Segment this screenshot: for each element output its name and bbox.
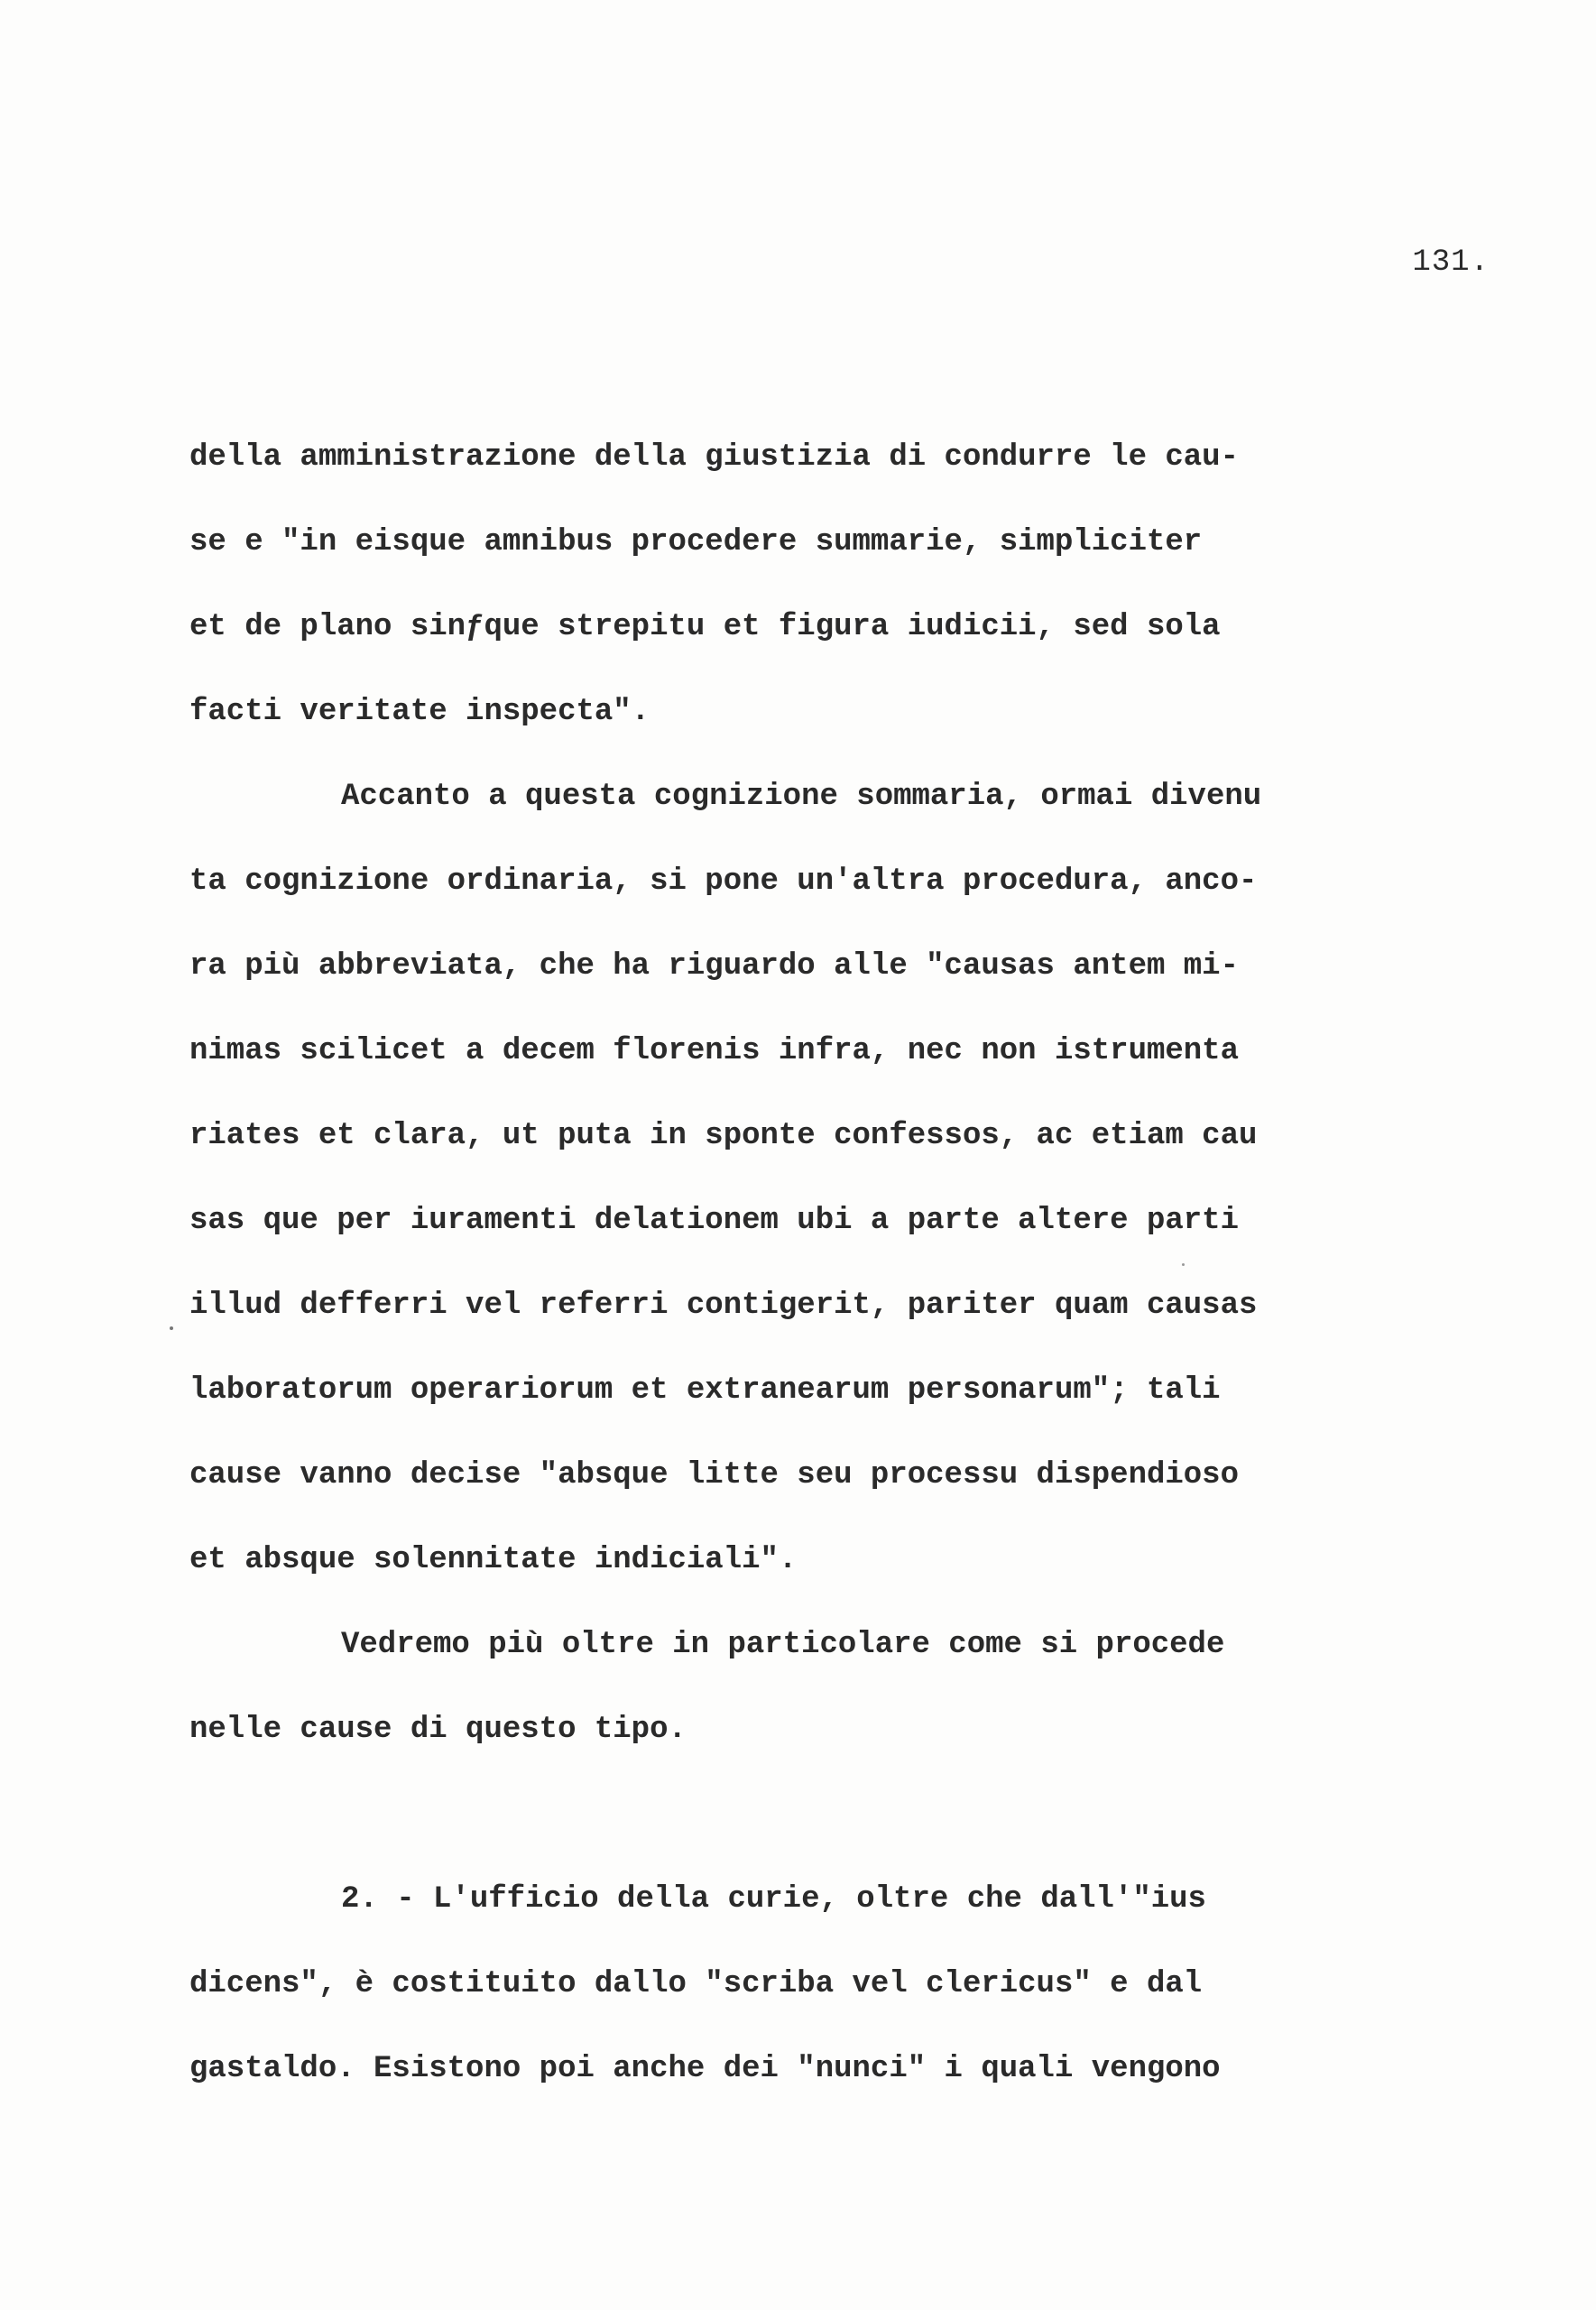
text-line: riates et clara, ut puta in sponte confessos, ac etiam cau (189, 1119, 1258, 1153)
text-line: gastaldo. Esistono poi anche dei "nunci" i quali vengono (189, 2052, 1221, 2086)
ink-speck (170, 1326, 173, 1330)
text-line: dicens", è costituito dallo "scriba vel clericus" e dal (189, 1967, 1203, 2001)
text-line: ra più abbreviata, che ha riguardo alle "causas antem mi- (189, 949, 1239, 984)
text-line: et de plano sinƒque strepitu et figura iudicii, sed sola (189, 610, 1221, 644)
text-line: facti veritate inspecta". (189, 695, 650, 729)
text-line: sas que per iuramenti delationem ubi a parte altere parti (189, 1204, 1239, 1238)
text-line: illud defferri vel referri contigerit, pariter quam causas (189, 1289, 1258, 1323)
paragraph-start-line: Accanto a questa cognizione sommaria, ormai divenu (341, 780, 1262, 814)
text-line: della amministrazione della giustizia di condurre le cau- (189, 440, 1239, 475)
paragraph-start-line: Vedremo più oltre in particolare come si procede (341, 1628, 1225, 1662)
text-line: se e "in eisque аmnibus procedere summarie, simpliciter (189, 525, 1203, 559)
section-heading-line: 2. - L'ufficio della curie, oltre che dall'"ius (341, 1882, 1206, 1917)
text-line: ta cognizione ordinaria, si pone un'altra procedura, anco- (189, 864, 1258, 899)
ink-speck (1182, 1263, 1185, 1266)
page-number: 131. (1412, 245, 1490, 280)
text-line: et absque solennitate indiciali". (189, 1543, 798, 1577)
text-line: cause vanno decise "absque litte seu processu dispendioso (189, 1458, 1239, 1492)
section-gap (189, 1772, 1507, 1857)
text-line: laboratorum operariorum et extranearum personarum"; tali (189, 1373, 1221, 1408)
text-line: nimas scilicet a decem florenis infra, nec non istrumenta (189, 1034, 1239, 1068)
text-line: nelle cause di questo tipo. (189, 1713, 687, 1747)
page-body (189, 415, 1507, 2111)
